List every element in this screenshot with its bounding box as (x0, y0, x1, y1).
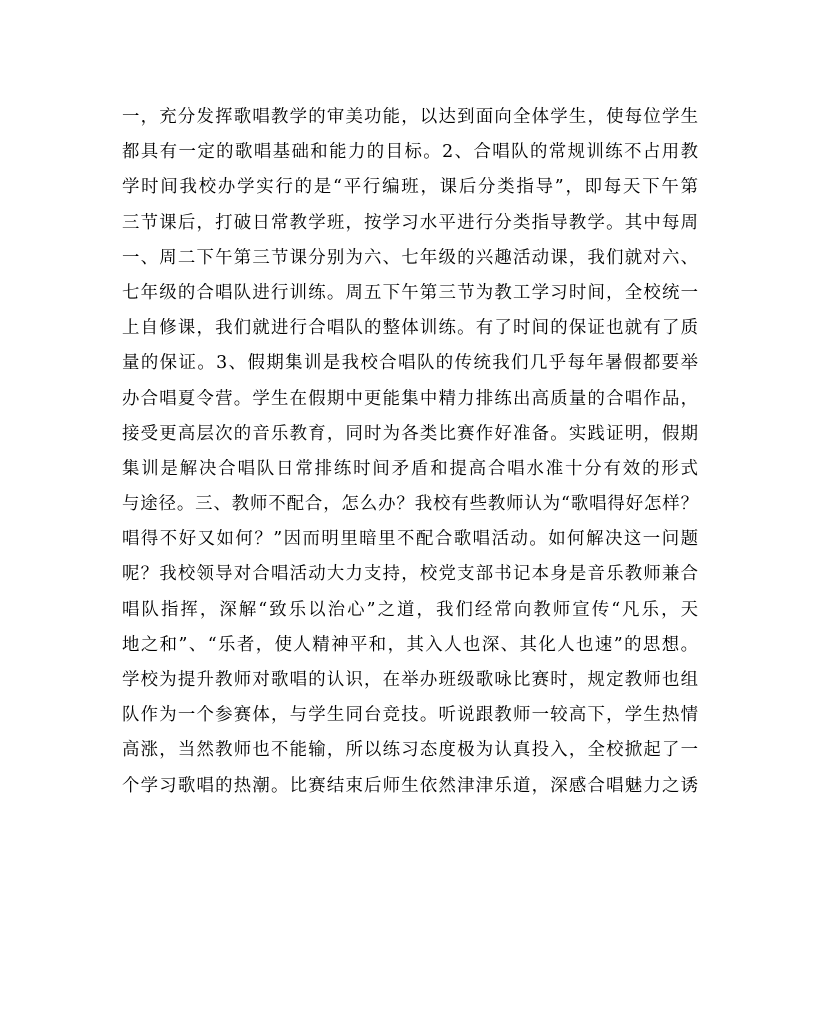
text-line: 三节课后，打破日常教学班，按学习水平进行分类指导教学。其中每周 (122, 212, 698, 233)
text-line: 七年级的合唱队进行训练。周五下午第三节为教工学习时间，全校统一 (122, 282, 698, 303)
text-line: 个学习歌唱的热潮。比赛结束后师生依然津津乐道，深感合唱魅力之诱 (122, 775, 698, 796)
text-line: 一，充分发挥歌唱教学的审美功能，以达到面向全体学生，使每位学生 (122, 107, 698, 127)
text-line: 呢？我校领导对合唱活动大力支持，校党支部书记本身是音乐教师兼合 (122, 564, 698, 585)
text-line: 唱得不好又如何？”因而明里暗里不配合歌唱活动。如何解决这一问题 (122, 529, 698, 550)
text-line: 地之和”、“乐者，使人精神平和，其入人也深、其化人也速”的思想。 (122, 634, 698, 655)
text-line: 唱队指挥，深解“致乐以治心”之道，我们经常向教师宣传“凡乐，天 (122, 599, 698, 620)
text-line: 办合唱夏令营。学生在假期中更能集中精力排练出高质量的合唱作品， (122, 388, 698, 409)
text-line: 一、周二下午第三节课分别为六、七年级的兴趣活动课，我们就对六、 (122, 247, 698, 268)
text-line: 接受更高层次的音乐教育，同时为各类比赛作好准备。实践证明，假期 (122, 423, 698, 444)
body-text (122, 100, 698, 804)
text-line: 与途径。三、教师不配合，怎么办？我校有些教师认为“歌唱得好怎样？ (122, 494, 698, 515)
text-line: 学校为提升教师对歌唱的认识，在举办班级歌咏比赛时，规定教师也组 (122, 670, 698, 690)
text-line: 学时间我校办学实行的是“平行编班，课后分类指导”，即每天下午第 (122, 177, 698, 198)
text-line: 队作为一个参赛体，与学生同台竞技。听说跟教师一较高下，学生热情 (122, 705, 698, 726)
text-line: 量的保证。3、假期集训是我校合唱队的传统我们几乎每年暑假都要举 (122, 353, 698, 374)
text-line: 高涨，当然教师也不能输，所以练习态度极为认真投入，全校掀起了一 (122, 740, 698, 761)
text-line: 集训是解决合唱队日常排练时间矛盾和提高合唱水准十分有效的形式 (122, 458, 698, 479)
text-line: 都具有一定的歌唱基础和能力的目标。2、合唱队的常规训练不占用教 (122, 142, 698, 163)
text-line: 上自修课，我们就进行合唱队的整体训练。有了时间的保证也就有了质 (122, 318, 698, 339)
